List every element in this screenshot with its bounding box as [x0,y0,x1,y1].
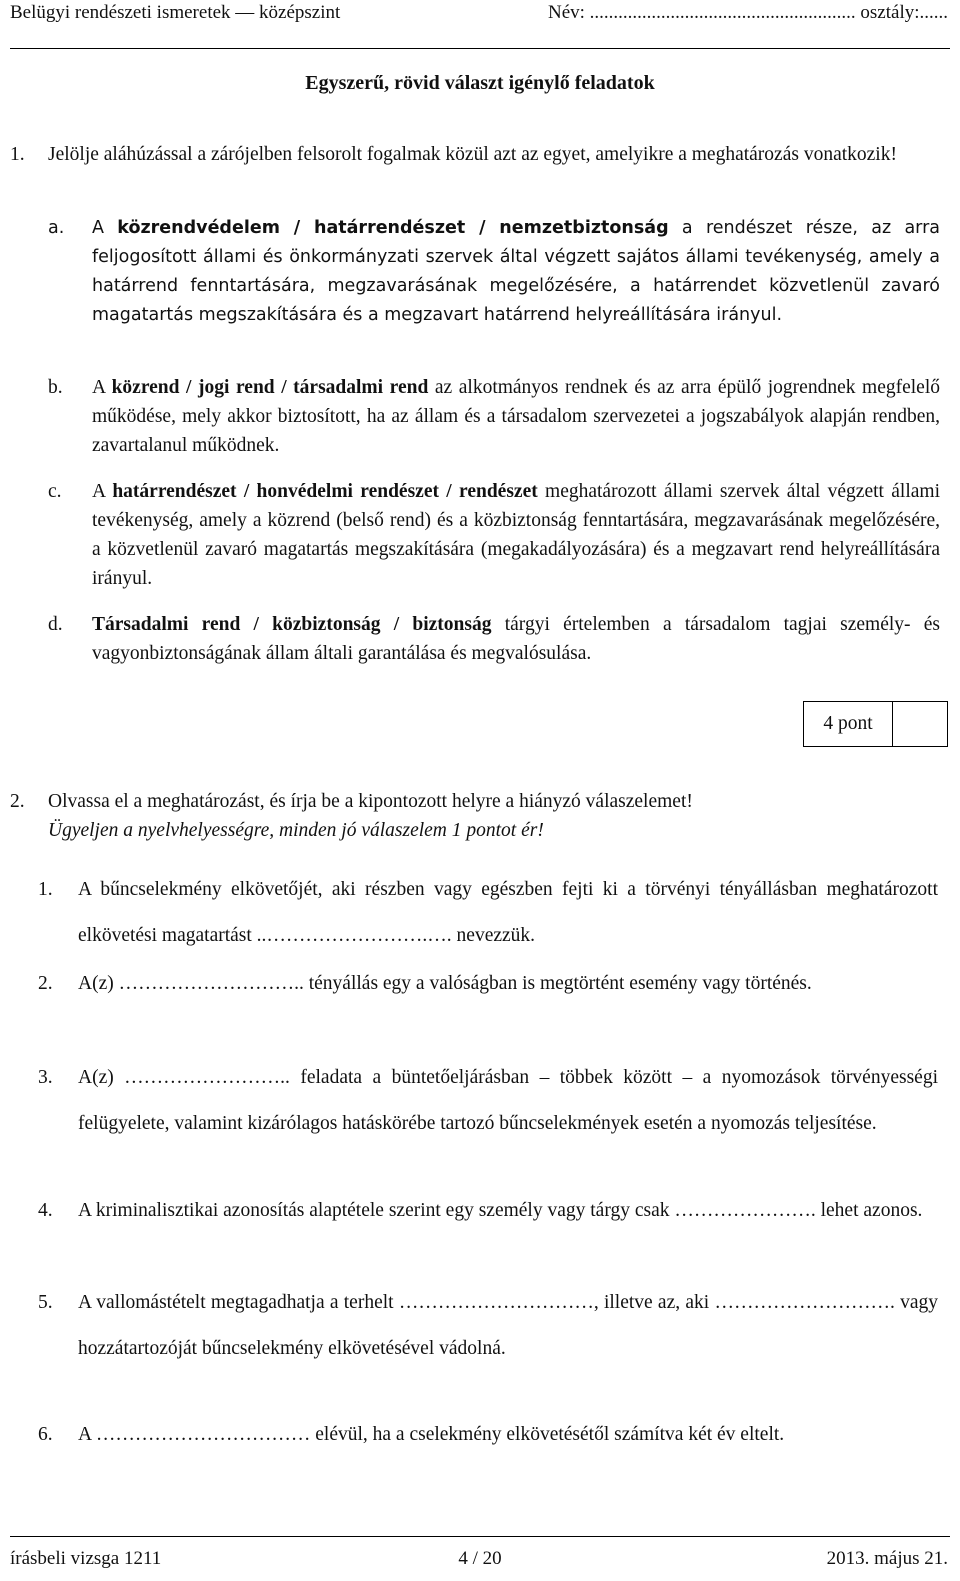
item-text[interactable]: A …………………………… elévül, ha a cselekmény elkövetésétől számítva két év eltelt. [78,1424,785,1445]
question-2-item-6 [38,1412,938,1458]
item-label: 4. [38,1200,53,1221]
question-2-item-2 [38,961,938,1007]
item-label: a. [48,218,65,238]
footer-divider [10,1536,950,1537]
item-options[interactable]: közrend / jogi rend / társadalmi rend [111,377,429,398]
question-1-instruction [10,140,940,169]
item-definition: tárgyi értelemben a társadalom tagjai személy- és vagyonbiztonságának állam általi garantálása és megvalósulása. [92,614,940,664]
question-2-item-5 [38,1280,938,1372]
footer-date: 2013. május 21. [826,1548,948,1569]
question-1-item-a [48,214,940,330]
item-definition: az alkotmányos rendnek és az arra épülő jogrendnek megfelelő működése, mely akkor biztosított, ha az állam és a társadalom szervezetei a jogszabályok alapján rendben, zavartalanul működnek. [92,377,940,456]
item-definition: a rendészet része, az arra feljogosított állami és önkormányzati szervek által végzett sajátos állami tevékenység, amely a határrend fenntartására, megzavarásának megelőzésére, a határrendet közvetlenül zavaró magatartás megszakítására és a megzavart határrend helyreállítására irányul. [92,218,940,325]
page-header [10,0,950,30]
section-title: Egyszerű, rövid választ igénylő feladatok [305,72,655,94]
score-max: 4 pont [804,702,893,746]
page-footer [10,1548,950,1578]
item-prefix: A [92,481,106,502]
item-label: c. [48,481,62,502]
header-divider [10,48,950,49]
item-definition: meghatározott állami szervek által végzett állami tevékenység, amely a közrend (belső rend) és a közbiztonság fenntartására, megzavarásának megelőzésére, a közvetlenül zavaró magatartás megszakítására (megakadályozására) és a megzavart rend helyreállítására irányul. [92,481,940,589]
question-1-text: Jelölje aláhúzással a zárójelben felsorolt fogalmak közül azt az egyet, amelyikre a meghatározás vonatkozik! [48,144,897,165]
item-prefix: A [92,377,106,398]
question-1-item-d [48,610,940,668]
item-label: 6. [38,1424,53,1445]
item-label: 1. [38,879,53,900]
item-label: 5. [38,1292,53,1313]
item-text[interactable]: A(z) …………………….. feladata a büntetőeljárásban – többek között – a nyomozások törvényességi felügyelete, valamint kizárólagos hatáskörébe tartozó bűncselekmények esetén a nyomozás teljesítése. [78,1067,938,1134]
question-1-item-c [48,477,940,593]
question-2-instruction [10,787,940,845]
question-2-item-3 [38,1055,938,1147]
item-label: d. [48,614,63,635]
question-2-item-4 [38,1188,938,1234]
item-label: 2. [38,973,53,994]
question-2-number: 2. [10,791,25,812]
item-options[interactable]: határrendészet / honvédelmi rendészet / rendészet [112,481,538,502]
item-options[interactable]: közrendvédelem / határrendészet / nemzetbiztonság [117,218,669,238]
question-1-item-b [48,373,940,460]
question-2-text: Olvassa el a meghatározást, és írja be a kipontozott helyre a hiányzó válaszelemet! [48,791,693,812]
footer-exam-id: írásbeli vizsga 1211 [10,1548,162,1569]
score-field[interactable] [893,702,947,746]
item-text[interactable]: A(z) ……………………….. tényállás egy a valóságban is megtörtént esemény vagy történés. [78,973,812,994]
item-text[interactable]: A kriminalisztikai azonosítás alaptétele szerint egy személy vagy tárgy csak …………………. lehet azonos. [78,1200,923,1221]
header-name-class: Név: ........................................................ osztály:...... [547,2,948,23]
header-subject: Belügyi rendészeti ismeretek — középszint [10,2,341,23]
item-label: 3. [38,1067,53,1088]
question-2-note: Ügyeljen a nyelvhelyességre, minden jó válaszelem 1 pontot ér! [48,820,544,841]
score-box [803,701,948,747]
footer-page-number: 4 / 20 [458,1548,502,1569]
item-options[interactable]: Társadalmi rend / közbiztonság / biztonság [92,614,492,635]
question-1-number: 1. [10,144,25,165]
item-text[interactable]: A vallomástételt megtagadhatja a terhelt …………………………, illetve az, aki ………………………. vagy hozzátartozóját bűncselekmény elkövetésével vádolná. [78,1292,938,1359]
item-text[interactable]: A bűncselekmény elkövetőjét, aki részben vagy egészben fejti ki a törvényi tényállásban meghatározott elkövetési magatartást ..…………………….…. nevezzük. [78,879,938,946]
item-label: b. [48,377,63,398]
item-prefix: A [92,218,104,238]
question-2-item-1 [38,867,938,959]
